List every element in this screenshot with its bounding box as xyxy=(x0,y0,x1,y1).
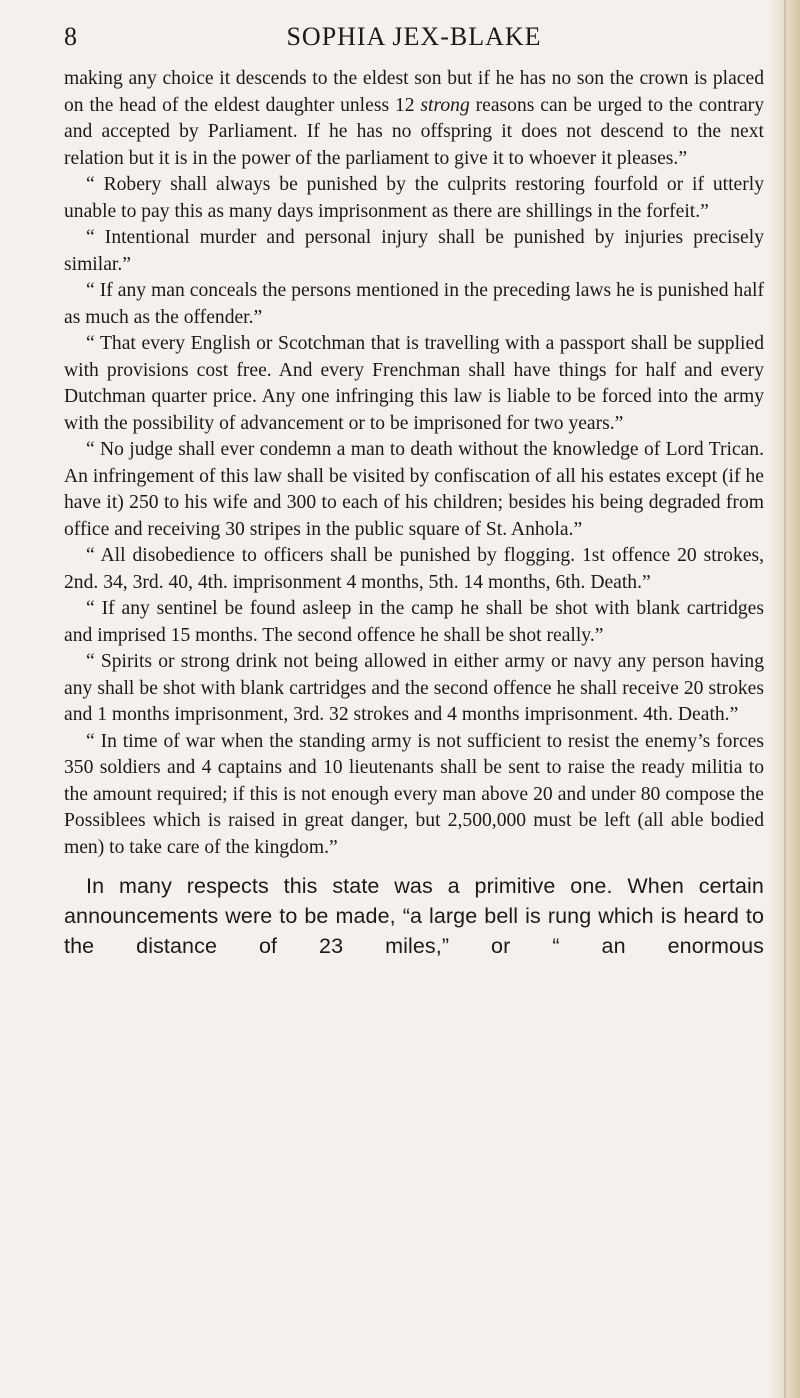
paragraph-text: reasons can be urged to the contrary and accepted by Parliament. If he has no offspring it does not descend to the next relation but it is in the power of the parliament to give it to whoever it pleases.” xyxy=(64,94,764,169)
running-head: SOPHIA JEX-BLAKE xyxy=(286,22,542,51)
paragraph-narrative: In many respects this state was a primitive one. When certain announcements were to be made, “a large bell is rung which is heard to the distance of 23 miles,” or “ an enormous xyxy=(64,874,764,958)
binding-line xyxy=(784,0,786,1398)
paragraph-text: making any choice it descends to the eldest son but if he has no son the crown is placed on the head of the eldest daughter unless 12 xyxy=(64,68,764,116)
body-text xyxy=(64,66,764,961)
paragraph-war-law: “ In time of war when the standing army is not sufficient to resist the enemy’s forces 350 soldiers and 4 captains and 10 lieutenants shall be sent to raise the ready militia to the amount required; if this is not enough every man above 20 and under 80 compose the Possiblees which is raised in great danger, but 2,500,000 must be left (all able bodied men) to take care of the kingdom.” xyxy=(64,730,764,858)
paragraph-judge-law: “ No judge shall ever condemn a man to death without the knowledge of Lord Trican. An infringement of this law shall be visited by confiscation of all his estates except (if he have it) 250 to his wife and 300 to each of his children; besides his being degraded from office and receiving 30 stripes in the public square of St. Anhola.” xyxy=(64,439,764,540)
emphasis-text: strong xyxy=(420,94,470,116)
paragraph-spirits-law: “ Spirits or strong drink not being allowed in either army or navy any person having any shall be shot with blank cartridges and the second offence he shall receive 20 strokes and 1 months imprisonment, 3rd. 32 strokes and 4 months imprisonment. 4th. Death.” xyxy=(64,651,764,725)
paragraph-robbery-law: “ Robery shall always be punished by the culprits restoring fourfold or if utterly unable to pay this as many days imprisonment as there are shillings in the forfeit.” xyxy=(64,174,764,222)
page-number: 8 xyxy=(64,22,78,51)
page-edge-shadow xyxy=(766,0,800,1398)
paragraph-passport-law: “ That every English or Scotchman that is travelling with a passport shall be supplied with provisions cost free. And every Frenchman shall have things for half and every Dutchman quarter price. Any one infringing this law is liable to be forced into the army with the possibility of advancement or to be imprisoned for two years.” xyxy=(64,333,764,434)
paragraph-concealment-law: “ If any man conceals the persons mentioned in the preceding laws he is punished half as much as the offender.” xyxy=(64,280,764,328)
paragraph-succession-law xyxy=(64,66,764,172)
page-header xyxy=(64,20,764,54)
paragraph-disobedience-law: “ All disobedience to officers shall be punished by flogging. 1st offence 20 strokes, 2nd. 34, 3rd. 40, 4th. imprisonment 4 months, 5th. 14 months, 6th. Death.” xyxy=(64,545,764,593)
paragraph-sentinel-law: “ If any sentinel be found asleep in the camp he shall be shot with blank cartridges and imprised 15 months. The second offence he shall be shot really.” xyxy=(64,598,764,646)
paragraph-murder-law: “ Intentional murder and personal injury shall be punished by injuries precisely similar.” xyxy=(64,227,764,275)
